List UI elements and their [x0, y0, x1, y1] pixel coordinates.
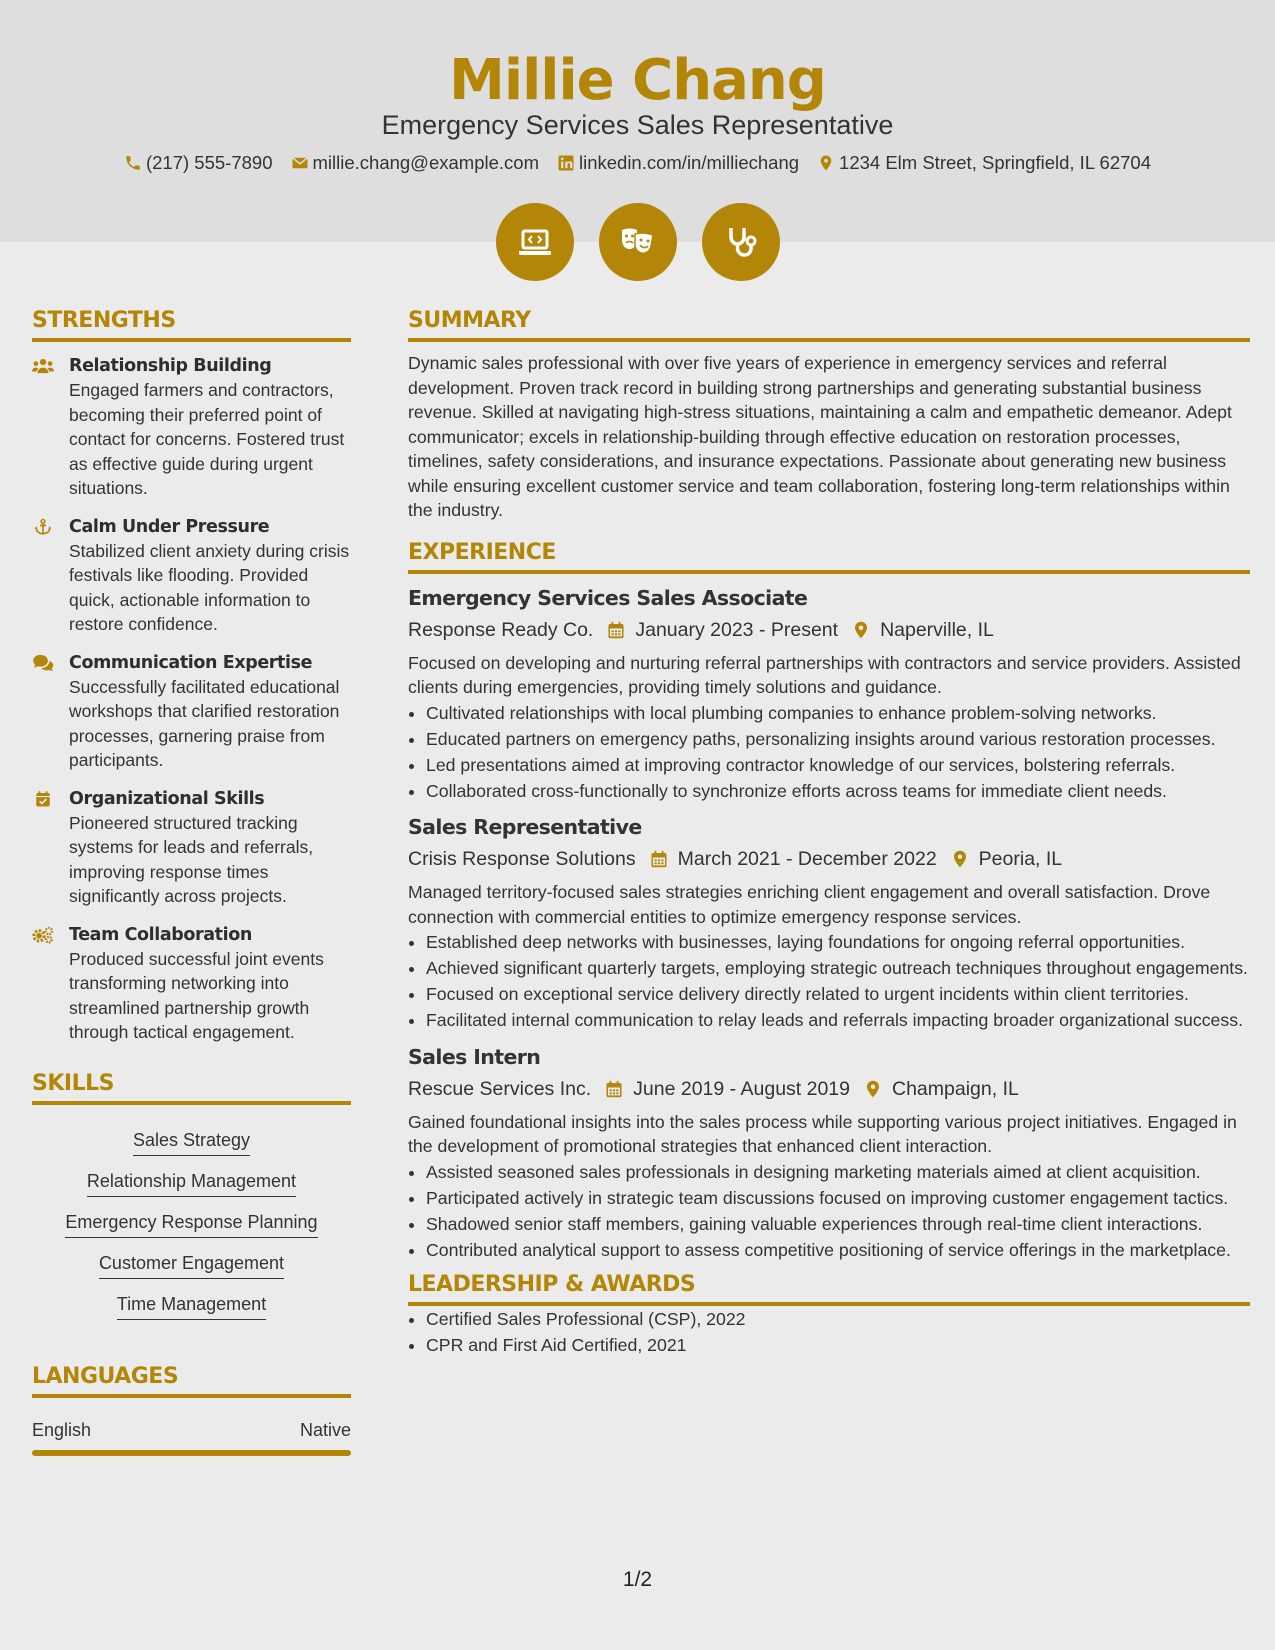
job-company: Crisis Response Solutions: [408, 848, 636, 870]
job-bullets: [408, 701, 1250, 804]
language-level: Native: [299, 1419, 351, 1440]
linkedin-text: linkedin.com/in/milliechang: [578, 152, 800, 173]
summary-text: Dynamic sales professional with over five years of experience in emergency services and referral development. Proven track record in building strong partnerships and generating substantial business revenue. Skilled at navigating high-stress situations, maintaining a calm and empathetic demeanor. Adept communicator; excels in relationship-building through effective education on restoration processes, timelines, safety considerations, and insurance expectations. Passionate about generating new business while ensuring excellent customer service and team collaboration, fostering long-term relationships within the industry.: [408, 353, 1232, 520]
users-icon: [32, 357, 54, 375]
job-bullets: [408, 930, 1250, 1033]
job-bullets: [408, 1160, 1250, 1263]
stethoscope-icon: [702, 203, 780, 281]
job-bullet: • Collaborated cross-functionally to synchronize efforts across teams for immediate client needs.: [426, 779, 1250, 804]
language-proficiency-bar: [32, 1450, 351, 1456]
skills-list: [32, 1115, 351, 1320]
strength-desc: Engaged farmers and contractors, becoming their preferred point of contact for concerns. Fostered trust as effective guide during urgent situations.: [69, 380, 345, 498]
strength-title: Team Collaboration: [69, 924, 252, 945]
strength-item: [32, 923, 351, 1045]
strength-title: Communication Expertise: [69, 652, 313, 673]
contact-bar: [0, 152, 1275, 174]
calendar-icon: [605, 1079, 623, 1099]
job-dates: March 2021 - December 2022: [677, 848, 937, 870]
contact-linkedin[interactable]: [557, 152, 799, 174]
laptop-code-icon: [496, 203, 574, 281]
strength-title: Organizational Skills: [69, 788, 265, 809]
job-position: Emergency Services Sales Associate: [408, 585, 808, 610]
strength-desc: Pioneered structured tracking systems for leads and referrals, improving response times significantly across projects.: [69, 812, 314, 906]
map-marker-icon: [864, 1079, 882, 1099]
job-bullet: • Assisted seasoned sales professionals in designing marketing materials aimed at client acquisition.: [426, 1160, 1250, 1185]
job-dates: January 2023 - Present: [635, 618, 839, 641]
left-column: [32, 308, 351, 1456]
map-marker-icon: [852, 620, 870, 640]
strength-desc: Successfully facilitated educational workshops that clarified restoration processes, garnering praise from participants.: [69, 676, 340, 770]
award-item: • Certified Sales Professional (CSP), 2022: [426, 1307, 1250, 1332]
skill-tag: Relationship Management: [87, 1171, 296, 1197]
job-location: Champaign, IL: [892, 1077, 1019, 1100]
job-bullet: • Contributed analytical support to assess competitive positioning of service offerings in the marketplace.: [426, 1238, 1250, 1263]
job-bullet: • Cultivated relationships with local plumbing companies to enhance problem-solving networks.: [426, 701, 1250, 726]
map-marker-icon: [951, 849, 969, 869]
job-title: Emergency Services Sales Representative: [381, 110, 894, 140]
strength-desc: Stabilized client anxiety during crisis festivals like flooding. Provided quick, actionable information to restore confidence.: [69, 540, 350, 634]
job-bullet: • Shadowed senior staff members, gaining valuable experiences through real-time client interactions.: [426, 1212, 1250, 1237]
job-description: Managed territory-focused sales strategies enriching client engagement and overall satisfaction. Drove connection with commercial entities to optimize emergency response services.: [408, 882, 1211, 927]
address-text: 1234 Elm Street, Springfield, IL 62704: [839, 152, 1151, 173]
strength-desc: Produced successful joint events transforming networking into streamlined partnership growth through tactical engagement.: [69, 948, 324, 1042]
map-marker-icon: [817, 154, 835, 172]
job-company: Response Ready Co.: [408, 618, 594, 641]
skills-heading: SKILLS: [32, 1071, 351, 1105]
calendar-check-icon: [32, 790, 54, 808]
calendar-icon: [650, 849, 668, 869]
job-bullet: • Educated partners on emergency paths, personalizing insights around various restoration processes.: [426, 727, 1250, 752]
right-column: [408, 308, 1250, 1359]
job-entry: [408, 1043, 1250, 1263]
job-bullet: • Facilitated internal communication to relay leads and referrals impacting broader organizational success.: [426, 1008, 1250, 1033]
phone-text: (217) 555-7890: [145, 152, 273, 173]
strength-title: Calm Under Pressure: [69, 516, 270, 537]
page-number: 1/2: [622, 1568, 653, 1591]
skill-tag: Time Management: [117, 1294, 266, 1320]
awards-heading: LEADERSHIP & AWARDS: [408, 1272, 1250, 1306]
skill-tag: Customer Engagement: [99, 1253, 284, 1279]
contact-address: [817, 152, 1151, 174]
award-item: • CPR and First Aid Certified, 2021: [426, 1333, 1250, 1358]
job-bullet: • Led presentations aimed at improving contractor knowledge of our services, bolstering referrals.: [426, 753, 1250, 778]
phone-icon: [124, 154, 142, 172]
job-description: Focused on developing and nurturing referral partnerships with contractors and service providers. Assisted clients during emergencies, providing timely solutions and guidance.: [408, 652, 1241, 697]
job-dates: June 2019 - August 2019: [633, 1077, 850, 1100]
calendar-icon: [607, 620, 625, 640]
candidate-name: Millie Chang: [449, 48, 826, 113]
skill-tag: Emergency Response Planning: [65, 1212, 317, 1238]
languages-heading: LANGUAGES: [32, 1364, 351, 1398]
language-name: English: [32, 1419, 92, 1440]
strength-item: [32, 515, 351, 637]
comments-icon: [32, 654, 54, 672]
job-bullet: • Established deep networks with businesses, laying foundations for ongoing referral opportunities.: [426, 930, 1250, 955]
job-bullet: • Achieved significant quarterly targets, employing strategic outreach techniques throughout engagements.: [426, 956, 1250, 981]
job-description: Gained foundational insights into the sales process while supporting various project initiatives. Engaged in the development of promotional strategies that enhanced client interaction.: [408, 1111, 1237, 1156]
interest-icons: [0, 203, 1275, 281]
skill-tag: Sales Strategy: [133, 1130, 250, 1156]
job-company: Rescue Services Inc.: [408, 1077, 592, 1100]
theater-masks-icon: [599, 203, 677, 281]
cogs-icon: [32, 926, 54, 944]
summary-heading: SUMMARY: [408, 308, 1250, 342]
job-location: Naperville, IL: [880, 618, 994, 641]
strengths-heading: STRENGTHS: [32, 308, 351, 342]
job-meta: [408, 846, 1250, 872]
job-meta: [408, 617, 1250, 643]
strength-item: [32, 651, 351, 773]
job-location: Peoria, IL: [978, 848, 1063, 870]
awards-list: [408, 1307, 1250, 1358]
language-row: [32, 1420, 351, 1441]
anchor-icon: [32, 518, 54, 536]
job-entry: [408, 584, 1250, 804]
job-position: Sales Representative: [408, 815, 642, 839]
job-position: Sales Intern: [408, 1044, 541, 1069]
contact-phone[interactable]: [124, 152, 273, 174]
job-bullet: • Participated actively in strategic team discussions focused on improving customer engagement tactics.: [426, 1186, 1250, 1211]
experience-heading: EXPERIENCE: [408, 540, 1250, 574]
strength-item: [32, 354, 351, 501]
strength-title: Relationship Building: [69, 356, 272, 376]
job-entry: [408, 813, 1250, 1033]
envelope-icon: [291, 154, 309, 172]
linkedin-icon: [557, 154, 575, 172]
job-bullet: • Focused on exceptional service delivery directly related to urgent incidents within client territories.: [426, 982, 1250, 1007]
strength-item: [32, 787, 351, 909]
email-text: millie.chang@example.com: [312, 152, 539, 173]
contact-email[interactable]: [291, 152, 539, 174]
job-meta: [408, 1076, 1250, 1102]
